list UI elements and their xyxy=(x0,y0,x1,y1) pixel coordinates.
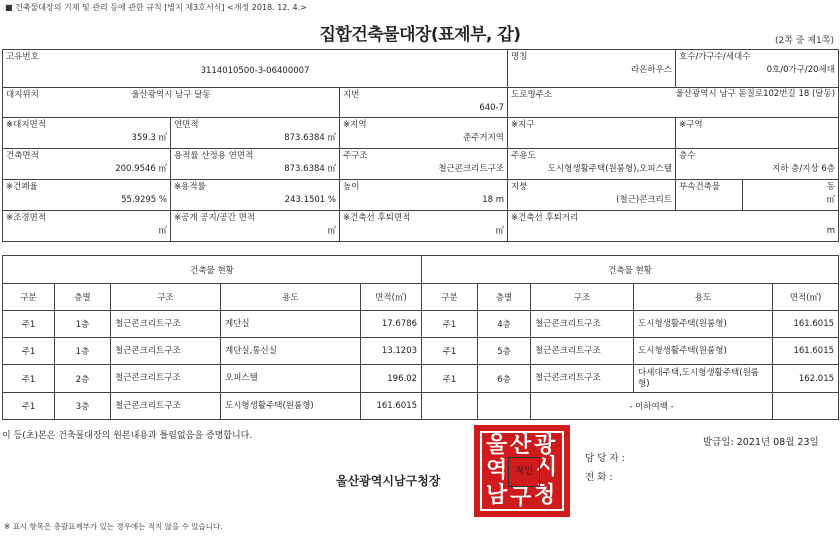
table-cell: 4층 xyxy=(478,311,531,338)
road-address-label: 도로명주소 xyxy=(511,90,553,100)
road-address-cell xyxy=(508,88,839,118)
table-cell: 주1 xyxy=(3,393,55,420)
table-cell: 계단실,통신실 xyxy=(221,338,361,365)
table-cell: 2층 xyxy=(55,365,111,393)
table-cell: 주1 xyxy=(3,338,55,365)
units-cell xyxy=(676,50,839,88)
setback-area-label: ※건축선 후퇴면적 xyxy=(343,213,411,223)
unique-no-value: 3114010500-3-06400007 xyxy=(200,66,310,76)
issuing-office: 울산광역시남구청장 xyxy=(336,474,441,488)
location-value: 울산광역시 남구 달동 xyxy=(131,90,211,100)
table-cell xyxy=(773,393,839,420)
col-header: 구조 xyxy=(531,284,634,311)
setback-distance-cell xyxy=(508,211,839,242)
table-cell: 철근콘크리트구조 xyxy=(111,393,221,420)
open-space-value: ㎡ xyxy=(327,226,336,236)
setback-area-value: ㎡ xyxy=(495,226,505,236)
site-area-cell xyxy=(3,118,171,149)
info-table xyxy=(2,49,839,242)
zone-cell xyxy=(340,118,508,149)
annex-area-unit: ㎡ xyxy=(826,195,836,205)
name-value: 라온하우스 xyxy=(630,65,673,75)
table-cell: 161.6015 xyxy=(773,338,839,365)
landscape-cell xyxy=(3,211,171,242)
bcr-value: 55.9295 % xyxy=(121,195,167,205)
annex-cell xyxy=(676,180,839,211)
table-cell: 13.1203 xyxy=(361,338,422,365)
setback-distance-value: m xyxy=(826,226,836,236)
table-cell: 철근콘크리트구조 xyxy=(531,311,634,338)
table-cell: 3층 xyxy=(55,393,111,420)
table-cell: 도시형생활주택(원룸형) xyxy=(221,393,361,420)
total-area-label: 연면적 xyxy=(174,120,199,130)
table-cell: 161.6015 xyxy=(361,393,422,420)
unique-no-cell xyxy=(3,50,508,88)
table-cell: 5층 xyxy=(478,338,531,365)
table-cell xyxy=(422,393,478,420)
sector-label: ※구역 xyxy=(679,120,703,130)
page-number: (2쪽 중 제1쪽) xyxy=(775,36,834,46)
setback-distance-label: ※건축선 후퇴거리 xyxy=(511,213,579,223)
col-header: 층별 xyxy=(55,284,111,311)
far-area-label: 용적률 산정용 연면적 xyxy=(174,151,254,161)
height-value: 18 m xyxy=(482,195,505,205)
table-cell: 161.6015 xyxy=(773,311,839,338)
location-label: 대지위치 xyxy=(6,90,39,100)
district-label: ※지구 xyxy=(511,120,535,130)
seal-box: 직인 xyxy=(508,457,540,487)
table-row xyxy=(3,338,839,365)
site-area-value: 359.3 ㎡ xyxy=(131,133,167,143)
table-cell: 철근콘크리트구조 xyxy=(111,311,221,338)
roof-value: (철근)콘크리트 xyxy=(616,195,673,205)
far-value: 243.1501 % xyxy=(284,195,336,205)
zone-value: 준주거지역 xyxy=(462,133,505,143)
total-area-cell xyxy=(171,118,340,149)
stamp-char: 울 xyxy=(486,433,508,458)
structure-label: 주구조 xyxy=(343,151,368,161)
location-cell xyxy=(3,88,340,118)
total-area-value: 873.6384 ㎡ xyxy=(284,133,336,143)
footnote: ※ 표시 항목은 총괄표제부가 있는 경우에는 적지 않을 수 있습니다. xyxy=(4,522,223,531)
col-header: 구분 xyxy=(3,284,55,311)
landscape-label: ※조경면적 xyxy=(6,213,46,223)
far-label: ※용적률 xyxy=(174,182,206,192)
certification-text: 이 등(초)본은 건축물대장의 원본내용과 틀림없음을 증명합니다. xyxy=(2,431,253,441)
units-value: 0호/0가구/20세대 xyxy=(766,65,836,75)
table-cell: 오피스텔 xyxy=(221,365,361,393)
lot-label: 지번 xyxy=(343,90,360,100)
annex-label: 부속건축물 xyxy=(679,182,721,192)
blank-marker: - 이하여백 - xyxy=(531,393,773,420)
roof-cell xyxy=(508,180,676,211)
table-cell: 철근콘크리트구조 xyxy=(111,365,221,393)
table-row xyxy=(3,393,839,420)
table-cell: 철근콘크리트구조 xyxy=(531,338,634,365)
lot-cell xyxy=(340,88,508,118)
floors-cell xyxy=(676,149,839,180)
use-label: 주용도 xyxy=(511,151,536,161)
name-label: 명칭 xyxy=(511,52,528,62)
bcr-label: ※건폐율 xyxy=(6,182,38,192)
building-area-cell xyxy=(3,149,171,180)
table-cell: 계단실 xyxy=(221,311,361,338)
units-label: 호수/가구수/세대수 xyxy=(679,52,751,62)
contact-phone: 전 화 : xyxy=(585,472,613,483)
floors-value: 지하 층/지상 6층 xyxy=(772,164,836,174)
stamp-char: 역 xyxy=(486,458,508,483)
building-area-label: 건축면적 xyxy=(6,151,39,161)
table-cell: 철근콘크리트구조 xyxy=(531,365,634,393)
table-cell: 철근콘크리트구조 xyxy=(111,338,221,365)
official-seal-stamp xyxy=(474,425,570,517)
use-value: 도시형생활주택(원룸형),오피스텔 xyxy=(547,164,673,174)
height-label: 높이 xyxy=(343,182,360,192)
table-cell: 162.015 xyxy=(773,365,839,393)
stamp-char: 시 xyxy=(536,455,558,480)
district-cell xyxy=(508,118,676,149)
height-cell xyxy=(340,180,508,211)
table-cell: 196.02 xyxy=(361,365,422,393)
table-cell: 17.6786 xyxy=(361,311,422,338)
annex-count: 동 xyxy=(826,182,836,192)
table-row xyxy=(3,365,839,393)
stamp-char: 산 xyxy=(510,433,532,458)
table-cell: 도시형생활주택(원룸형) xyxy=(634,311,773,338)
table-cell: 주1 xyxy=(422,311,478,338)
col-header: 용도 xyxy=(221,284,361,311)
table-cell: 주1 xyxy=(422,338,478,365)
table-cell: 다세대주택,도시형생활주택(원룸형) xyxy=(634,365,773,393)
structure-value: 철근콘크리트구조 xyxy=(438,164,505,174)
table-row xyxy=(3,311,839,338)
stamp-char: 광 xyxy=(534,433,556,458)
col-header: 용도 xyxy=(634,284,773,311)
table-cell xyxy=(478,393,531,420)
structure-cell xyxy=(340,149,508,180)
roof-label: 지붕 xyxy=(511,182,528,192)
col-header: 면적(㎡) xyxy=(361,284,422,311)
table-cell: 6층 xyxy=(478,365,531,393)
stamp-char: 청 xyxy=(534,483,556,508)
status-title-right: 건축물 현황 xyxy=(422,256,839,284)
issue-date: 발급일: 2021년 08월 23일 xyxy=(703,437,819,448)
sector-cell xyxy=(676,118,839,149)
road-address-value: 울산광역시 남구 돋질로102번길 18 (달동) xyxy=(675,89,836,99)
site-area-label: ※대지면적 xyxy=(6,120,46,130)
landscape-value: ㎡ xyxy=(158,226,167,236)
contact-person: 담 당 자 : xyxy=(585,453,625,464)
col-header: 층별 xyxy=(478,284,531,311)
table-cell: 주1 xyxy=(3,365,55,393)
zone-label: ※지역 xyxy=(343,120,367,130)
building-status-table xyxy=(2,255,839,420)
status-title-left: 건축물 현황 xyxy=(3,256,422,284)
far-area-value: 873.6384 ㎡ xyxy=(284,164,336,174)
stamp-char: 구 xyxy=(510,485,532,510)
floors-label: 층수 xyxy=(679,151,696,161)
col-header: 구조 xyxy=(111,284,221,311)
building-area-value: 200.9546 ㎡ xyxy=(115,164,167,174)
col-header: 면적(㎡) xyxy=(773,284,839,311)
lot-value: 640-7 xyxy=(479,103,505,113)
unique-no-label: 고유번호 xyxy=(6,52,39,62)
regulation-header: ■ 건축물대장의 기재 및 관리 등에 관한 규칙 [별지 제3호서식] <개정 2018. 12. 4.> xyxy=(5,3,307,12)
open-space-label: ※공개 공지/공간 면적 xyxy=(174,213,256,223)
setback-area-cell xyxy=(340,211,508,242)
table-cell: 주1 xyxy=(422,365,478,393)
col-header: 구분 xyxy=(422,284,478,311)
table-cell: 1층 xyxy=(55,311,111,338)
table-cell: 주1 xyxy=(3,311,55,338)
use-cell xyxy=(508,149,676,180)
open-space-cell xyxy=(171,211,340,242)
far-area-cell xyxy=(171,149,340,180)
stamp-char: 남 xyxy=(486,483,508,508)
table-cell: 1층 xyxy=(55,338,111,365)
table-cell: 도시형생활주택(원룸형) xyxy=(634,338,773,365)
bcr-cell xyxy=(3,180,171,211)
page-title: 집합건축물대장(표제부, 갑) xyxy=(319,25,521,45)
far-cell xyxy=(171,180,340,211)
name-cell xyxy=(508,50,676,88)
